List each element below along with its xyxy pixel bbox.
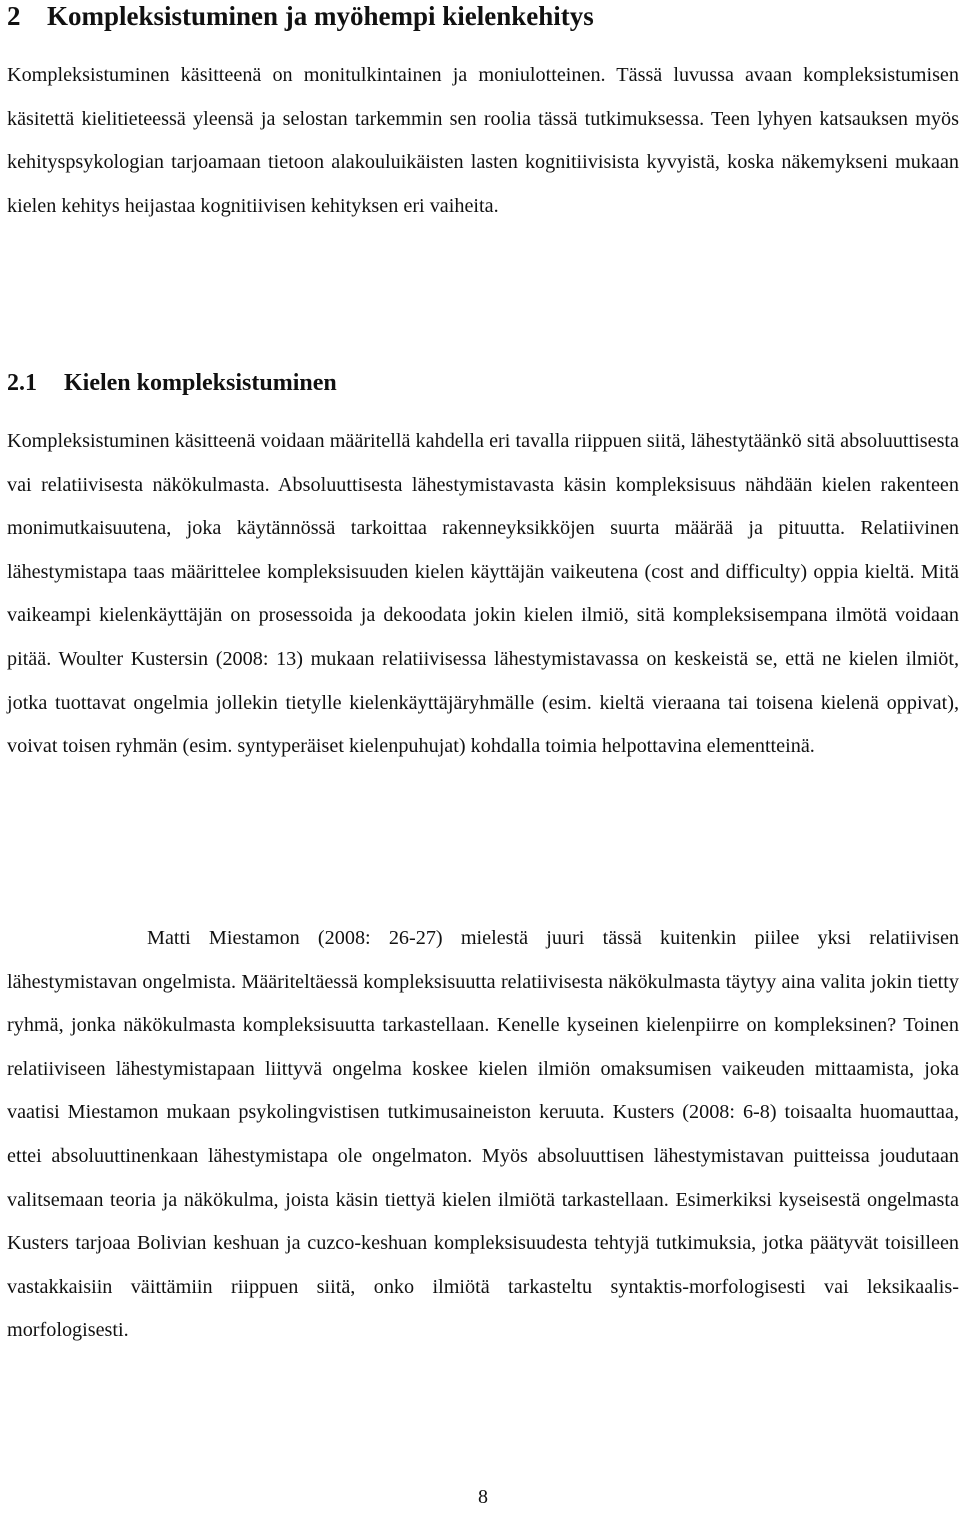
section-paragraph-1: Kompleksistuminen käsitteenä voidaan määritellä kahdella eri tavalla riippuen siitä, lähestytäänkö sitä absoluuttisesta vai relatiivisesta näkökulmasta. Absoluuttisesta lähestymistavasta käsin kompleksisuus nähdään kielen rakenteen monimutkaisuutena, joka käytännössä tarkoittaa rakenneyksikköjen suurta määrää ja pituutta. Relatiivinen lähestymistapa taas määrittelee kompleksisuuden kielen käyttäjän vaikeutena (cost and difficulty) oppia kieltä. Mitä vaikeampi kielenkäyttäjän on prosessoida ja dekoodata jokin kielen ilmiö, sitä kompleksisempana ilmötä voidaan pitää. Woulter Kustersin (2008: 13) mukaan relatiivisessa lähestymistavassa on keskeistä se, että ne kielen ilmiöt, jotka tuottavat ongelmia jollekin tietylle kielenkäyttäjäryhmälle (esim. kieltä vieraana tai toisena kielenä oppivat), voivat toisen ryhmän (esim. syntyperäiset kielenpuhujat) kohdalla toimia helpottavina elementteinä.: [7, 430, 959, 758]
chapter-title: Kompleksistuminen ja myöhempi kielenkehitys: [47, 1, 594, 31]
section-heading: [7, 367, 337, 399]
chapter-number: 2: [7, 1, 21, 31]
chapter-heading: [7, 0, 594, 33]
page-number: 8: [478, 1486, 488, 1508]
section-number: 2.1: [7, 370, 37, 396]
section-paragraph-2: Matti Miestamon (2008: 26-27) mielestä juuri tässä kuitenkin piilee yksi relatiivisen lähestymistavan ongelmista. Määriteltäessä kompleksisuutta relatiivisesta näkökulmasta täytyy aina valita jokin tietty ryhmä, jonka näkökulmasta kompleksisuutta tarkastellaan. Kenelle kyseinen kielenpiirre on kompleksinen? Toinen relatiiviseen lähestymistapaan liittyvä ongelma koskee kielen ilmiön omaksumisen vaikeuden mittaamista, joka vaatisi Miestamon mukaan psykolingvistisen tutkimusaineiston keruuta. Kusters (2008: 6-8) toisaalta huomauttaa, ettei absoluuttinenkaan lähestymistapa ole ongelmaton. Myös absoluuttisen lähestymistavan puitteissa joudutaan valitsemaan teoria ja näkökulma, joista käsin tiettyä kielen ilmiötä tarkastellaan. Esimerkiksi kyseisestä ongelmasta Kusters tarjoaa Bolivian keshuan ja cuzco-keshuan kompleksisuudesta tehtyjä tutkimuksia, jotka päätyvät toisilleen vastakkaisiin väittämiin riippuen siitä, onko ilmiötä tarkasteltu syntaktis-morfologisesti vai leksikaalis-morfologisesti.: [7, 927, 959, 1342]
section-title: Kielen kompleksistuminen: [64, 370, 337, 396]
chapter-intro-paragraph: Kompleksistuminen käsitteenä on monitulkintainen ja moniulotteinen. Tässä luvussa avaan kompleksistumisen käsitettä kielitieteessä yleensä ja selostan tarkemmin sen roolia tässä tutkimuksessa. Teen lyhyen katsauksen myös kehityspsykologian tarjoamaan tietoon alakouluikäisten lasten kognitiivisista kyvyistä, koska näkemykseni mukaan kielen kehitys heijastaa kognitiivisen kehityksen eri vaiheita.: [7, 64, 959, 217]
